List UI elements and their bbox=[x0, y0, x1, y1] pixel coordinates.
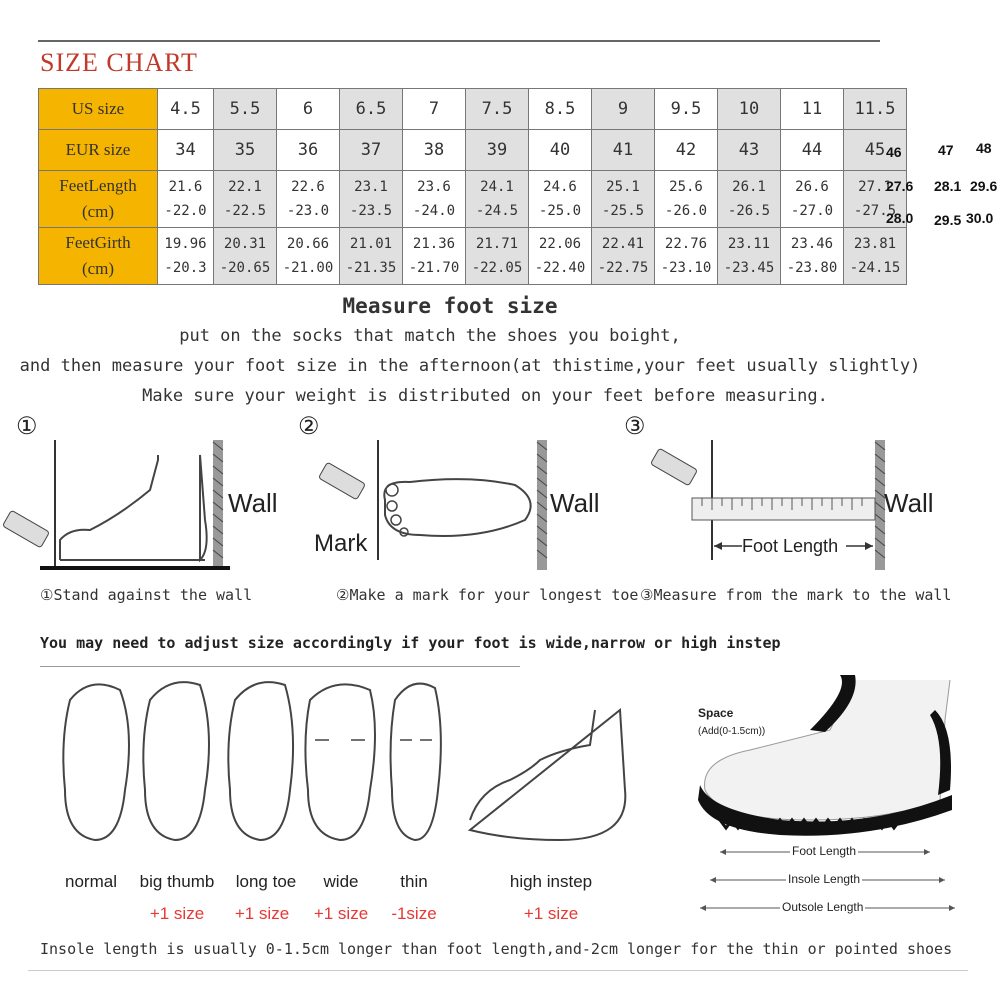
feet-length-cell-to: -23.0 bbox=[286, 203, 330, 219]
eur-cell: 41 bbox=[592, 130, 655, 171]
measure-line-2: and then measure your foot size in the afternoon(at thistime,your feet usually slightly) bbox=[19, 356, 921, 376]
foot-type-high-instep-label: high instep bbox=[509, 872, 593, 891]
us-cell: 6 bbox=[277, 89, 340, 130]
step-1-caption: ①Stand against the wall bbox=[40, 586, 253, 604]
feet-length-cell-to: -27.5 bbox=[853, 203, 897, 219]
extra-length-a-2: 28.1 bbox=[934, 178, 962, 194]
extra-eur-48: 48 bbox=[976, 140, 992, 156]
feet-girth-cell bbox=[277, 228, 340, 285]
feet-girth-cell bbox=[655, 228, 718, 285]
feet-length-cell-from: 24.6 bbox=[543, 179, 577, 195]
feet-girth-cell bbox=[718, 228, 781, 285]
size-table bbox=[38, 88, 907, 285]
top-rule bbox=[38, 40, 880, 42]
foot-type-long-toe-adjust: +1 size bbox=[234, 904, 290, 923]
us-cell: 9.5 bbox=[655, 89, 718, 130]
eur-size-row bbox=[39, 130, 907, 171]
us-size-header: US size bbox=[39, 89, 158, 130]
us-cell: 5.5 bbox=[214, 89, 277, 130]
us-cell: 4.5 bbox=[158, 89, 214, 130]
measure-heading: Measure foot size bbox=[342, 294, 558, 318]
feet-girth-cell-from: 20.31 bbox=[223, 236, 267, 252]
feet-length-cell bbox=[592, 171, 655, 228]
feet-girth-cell bbox=[214, 228, 277, 285]
feet-length-header-line1: FeetLength bbox=[59, 176, 137, 195]
feet-girth-cell bbox=[592, 228, 655, 285]
feet-girth-cell-from: 21.71 bbox=[475, 236, 519, 252]
step-3-wall-label: Wall bbox=[884, 488, 934, 518]
us-cell: 10 bbox=[718, 89, 781, 130]
feet-girth-cell-to: -22.40 bbox=[534, 260, 586, 276]
shoe-foot-length-label: Foot Length bbox=[792, 844, 857, 858]
eur-cell: 34 bbox=[158, 130, 214, 171]
feet-length-cell-from: 27.1 bbox=[858, 179, 892, 195]
step-3-number: ③ bbox=[624, 412, 646, 440]
shoe-space-label: Space bbox=[698, 706, 734, 720]
feet-girth-row bbox=[39, 228, 907, 285]
us-cell: 7.5 bbox=[466, 89, 529, 130]
us-cell: 9 bbox=[592, 89, 655, 130]
feet-girth-cell-to: -21.00 bbox=[282, 260, 334, 276]
foot-type-wide-adjust: +1 size bbox=[313, 904, 369, 923]
extra-length-b-2: 29.5 bbox=[934, 212, 962, 228]
step-2-wall-label: Wall bbox=[550, 488, 600, 518]
us-size-row bbox=[39, 89, 907, 130]
shoe-outsole-length-label: Outsole Length bbox=[782, 900, 864, 914]
feet-girth-cell-from: 21.01 bbox=[349, 236, 393, 252]
shoe-space-sub-label: (Add(0-1.5cm)) bbox=[698, 726, 766, 737]
feet-girth-cell-from: 19.96 bbox=[164, 236, 207, 252]
feet-length-cell-to: -23.5 bbox=[349, 203, 393, 219]
feet-girth-cell-from: 22.76 bbox=[664, 236, 708, 252]
us-cell: 11 bbox=[781, 89, 844, 130]
feet-girth-cell-to: -21.70 bbox=[408, 260, 460, 276]
feet-girth-cell-to: -20.65 bbox=[219, 260, 271, 276]
extra-length-b-3: 30.0 bbox=[966, 210, 994, 226]
eur-cell: 35 bbox=[214, 130, 277, 171]
feet-length-cell-from: 23.1 bbox=[354, 179, 388, 195]
feet-length-cell-from: 26.6 bbox=[795, 179, 829, 195]
feet-girth-cell bbox=[844, 228, 907, 285]
feet-length-cell bbox=[655, 171, 718, 228]
feet-girth-cell-from: 23.81 bbox=[853, 236, 897, 252]
foot-type-thin-adjust: -1size bbox=[391, 904, 437, 923]
eur-cell: 45 bbox=[844, 130, 907, 171]
feet-length-cell-to: -26.0 bbox=[664, 203, 708, 219]
foot-type-big-thumb-adjust: +1 size bbox=[149, 904, 205, 923]
foot-type-normal-label: normal bbox=[65, 872, 117, 891]
extra-length-a-1: 27.6 bbox=[886, 178, 914, 194]
foot-type-wide-label: wide bbox=[323, 872, 359, 891]
feet-girth-cell-from: 22.41 bbox=[601, 236, 645, 252]
feet-length-cell-from: 26.1 bbox=[732, 179, 766, 195]
feet-length-header bbox=[39, 171, 158, 228]
feet-length-cell-from: 25.1 bbox=[606, 179, 640, 195]
eur-cell: 42 bbox=[655, 130, 718, 171]
step-3-foot-length-label: Foot Length bbox=[742, 536, 839, 556]
us-cell: 6.5 bbox=[340, 89, 403, 130]
feet-girth-cell-from: 21.36 bbox=[412, 236, 456, 252]
step-1-wall-label: Wall bbox=[228, 488, 278, 518]
feet-girth-cell-from: 22.06 bbox=[538, 236, 582, 252]
feet-girth-cell-to: -23.80 bbox=[786, 260, 838, 276]
feet-length-cell bbox=[403, 171, 466, 228]
feet-girth-cell-to: -24.15 bbox=[849, 260, 901, 276]
eur-cell: 40 bbox=[529, 130, 592, 171]
feet-length-cell-from: 23.6 bbox=[417, 179, 451, 195]
extra-eur-47: 47 bbox=[938, 142, 954, 158]
foot-type-high-instep-adjust: +1 size bbox=[523, 904, 579, 923]
feet-length-cell-to: -25.5 bbox=[601, 203, 645, 219]
feet-length-cell-from: 24.1 bbox=[480, 179, 514, 195]
feet-girth-cell-to: -22.75 bbox=[597, 260, 649, 276]
feet-girth-cell-to: -23.10 bbox=[660, 260, 712, 276]
extra-length-b-1: 28.0 bbox=[886, 210, 914, 226]
extra-length-a-3: 29.6 bbox=[970, 178, 998, 194]
feet-girth-cell-to: -22.05 bbox=[471, 260, 523, 276]
feet-girth-cell bbox=[781, 228, 844, 285]
feet-length-cell bbox=[466, 171, 529, 228]
feet-length-cell bbox=[214, 171, 277, 228]
feet-girth-header bbox=[39, 228, 158, 285]
feet-girth-header-line1: FeetGirth bbox=[65, 233, 131, 252]
eur-cell: 36 bbox=[277, 130, 340, 171]
footer-note: Insole length is usually 0-1.5cm longer than foot length,and-2cm longer for the thin or pointed shoes bbox=[40, 940, 953, 958]
adjust-rule bbox=[40, 666, 520, 667]
feet-girth-cell-from: 23.11 bbox=[727, 236, 771, 252]
us-cell: 7 bbox=[403, 89, 466, 130]
feet-girth-cell bbox=[340, 228, 403, 285]
feet-length-cell-from: 21.6 bbox=[168, 179, 203, 195]
feet-girth-cell-to: -20.3 bbox=[164, 260, 207, 276]
foot-type-thin-label: thin bbox=[400, 872, 428, 891]
feet-length-header-line2: (cm) bbox=[81, 202, 115, 221]
feet-length-cell-to: -22.0 bbox=[164, 203, 207, 219]
feet-length-cell bbox=[718, 171, 781, 228]
eur-cell: 38 bbox=[403, 130, 466, 171]
us-cell: 8.5 bbox=[529, 89, 592, 130]
foot-type-long-toe-label: long toe bbox=[235, 872, 297, 891]
feet-length-cell-from: 22.6 bbox=[291, 179, 325, 195]
feet-length-cell bbox=[277, 171, 340, 228]
measure-line-3: Make sure your weight is distributed on your feet before measuring. bbox=[142, 386, 828, 406]
feet-length-cell bbox=[158, 171, 214, 228]
step-3-caption: ③Measure from the mark to the wall bbox=[640, 586, 952, 604]
feet-length-cell-to: -26.5 bbox=[727, 203, 771, 219]
page-title: SIZE CHART bbox=[40, 48, 198, 77]
step-2-caption: ②Make a mark for your longest toe bbox=[336, 586, 639, 604]
measure-line-1: put on the socks that match the shoes you boight, bbox=[179, 326, 681, 346]
feet-length-cell-from: 25.6 bbox=[669, 179, 703, 195]
feet-length-cell-to: -22.5 bbox=[223, 203, 267, 219]
step-2-mark-label: Mark bbox=[314, 530, 368, 557]
feet-girth-cell bbox=[529, 228, 592, 285]
eur-size-header: EUR size bbox=[39, 130, 158, 171]
extra-eur-46: 46 bbox=[886, 144, 902, 160]
feet-length-row bbox=[39, 171, 907, 228]
feet-length-cell-to: -24.0 bbox=[412, 203, 456, 219]
feet-length-cell bbox=[529, 171, 592, 228]
feet-length-cell bbox=[781, 171, 844, 228]
feet-girth-cell-to: -21.35 bbox=[345, 260, 397, 276]
feet-girth-cell bbox=[466, 228, 529, 285]
feet-girth-cell-from: 20.66 bbox=[286, 236, 330, 252]
feet-girth-cell-from: 23.46 bbox=[790, 236, 834, 252]
eur-cell: 39 bbox=[466, 130, 529, 171]
eur-cell: 37 bbox=[340, 130, 403, 171]
eur-cell: 43 bbox=[718, 130, 781, 171]
feet-girth-cell-to: -23.45 bbox=[723, 260, 775, 276]
us-cell: 11.5 bbox=[844, 89, 907, 130]
feet-length-cell-to: -25.0 bbox=[538, 203, 582, 219]
foot-types-illustration bbox=[40, 670, 640, 870]
eur-cell: 44 bbox=[781, 130, 844, 171]
foot-type-big-thumb-label: big thumb bbox=[139, 872, 215, 891]
step-2-number: ② bbox=[298, 412, 320, 440]
feet-girth-header-line2: (cm) bbox=[81, 259, 115, 278]
shoe-insole-length-label: Insole Length bbox=[788, 872, 861, 886]
adjust-note: You may need to adjust size accordingly if your foot is wide,narrow or high instep bbox=[40, 634, 781, 652]
feet-length-cell bbox=[340, 171, 403, 228]
bottom-rule bbox=[28, 970, 968, 971]
feet-girth-cell bbox=[158, 228, 214, 285]
feet-length-cell-to: -27.0 bbox=[790, 203, 834, 219]
feet-length-cell-from: 22.1 bbox=[228, 179, 262, 195]
step-1-number: ① bbox=[16, 412, 38, 440]
feet-girth-cell bbox=[403, 228, 466, 285]
feet-length-cell-to: -24.5 bbox=[475, 203, 519, 219]
